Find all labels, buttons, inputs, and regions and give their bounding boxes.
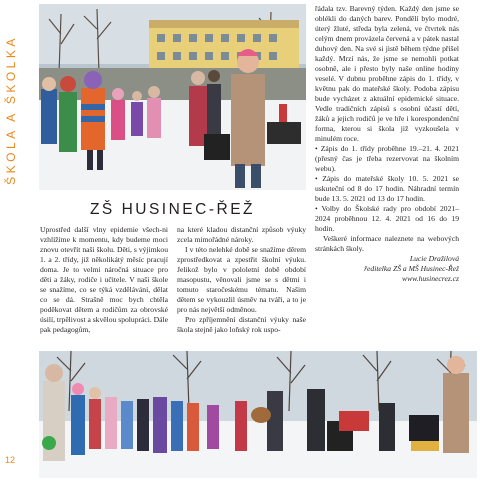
photo-children-in-snow (39, 4, 306, 190)
bullet-item: • Volby do Školské rady pro období 2021–2024 proběhnou 12. 4. 2021 od 16 do 19 hodin. (315, 204, 459, 233)
article-column-1 (40, 225, 168, 335)
photo-carnival-in-snow (39, 351, 477, 478)
paragraph: na které kladou distanční způsob výuky zcela mimořádné nároky. (177, 225, 306, 244)
paragraph: Uprostřed další vlny epidemie všech-ni vzhlížíme k momentu, kdy budeme moci znovu otevřít naši školu. Děti, s výjimkou 1. a 2. třídy, již několikátý měsíc pracují doma. Je to velmi náročná situace pro děti a žáky, rodiče i učitele. V naší škole se snažíme, co se týká vzdělávání, dělat co se dá. Strašně moc bych chtěla poděkovat dětem a rodičům za obrovské úsilí, trpělivost a skvělou spolupráci. Dále pak pedagogům, (40, 225, 169, 334)
paragraph: řádala tzv. Barevný týden. Každý den jsme se oblékli do daných barev. Pondělí bylo modré, úterý žluté, středa byla zelená, ve čtvrtek nás celým dnem provázela červená a v pátek nastal duhový den. Na své si jistě během týdne přišel každý. Mrzí nás, že jsme se nemohli potkat osobně, ale i přesto byly naše online hodiny veselé. V dubnu proběhne zápis do 1. třídy, v květnu pak do mateřské školy. Podoba zápisu bude vycházet z aktuální epidemické situace. Vedle tradičních zápisů s osobní účastí dětí, žáků a jejich rodičů je ve hře i korespondenční forma, kterou si škola již vyzkoušela v minulém roce. (315, 4, 459, 143)
article-column-2 (177, 225, 306, 335)
page-number: 12 (5, 455, 16, 465)
article-column-3 (315, 4, 459, 284)
bullet-item: • Zápis do 1. třídy proběhne 19.–21. 4. 2021 (přesný čas je třeba rezervovat na školním webu). (315, 144, 459, 173)
website-notice: Veškeré informace naleznete na webových stránkách školy. (315, 234, 459, 253)
section-label (2, 20, 20, 200)
section-label-text: ŠKOLA A ŠKOLKA (4, 35, 19, 185)
signature-name: Lucie Dražilová (409, 254, 459, 263)
bullet-item: • Zápis do mateřské školy 10. 5. 2021 se uskuteční od 8 do 17 hodin. Náhradní termín bude 13. 5. 2021 od 13 do 17 hodin. (315, 174, 459, 203)
paragraph: Pro zpříjemnění distanční výuky naše škola stejně jako loňský rok uspo- (177, 315, 306, 334)
signature-role: ředitelka ZŠ a MŠ Husinec-Řež (364, 264, 459, 273)
paragraph: I v této nelehké době se snažíme děrem zprostředkovat a zpestřit školní výuku. Jelikož bylo v pololetní době období masopustu, věnovali jsme se s dětmi i tomuto staročeskému tématu. Našim dětem se vykouzlil úsměv na tváři, a to je pro nás největší odměnou. (177, 245, 306, 314)
website-link[interactable]: www.husinecrez.cz (402, 274, 459, 283)
page-title: ZŠ HUSINEC-ŘEŽ (89, 201, 256, 218)
